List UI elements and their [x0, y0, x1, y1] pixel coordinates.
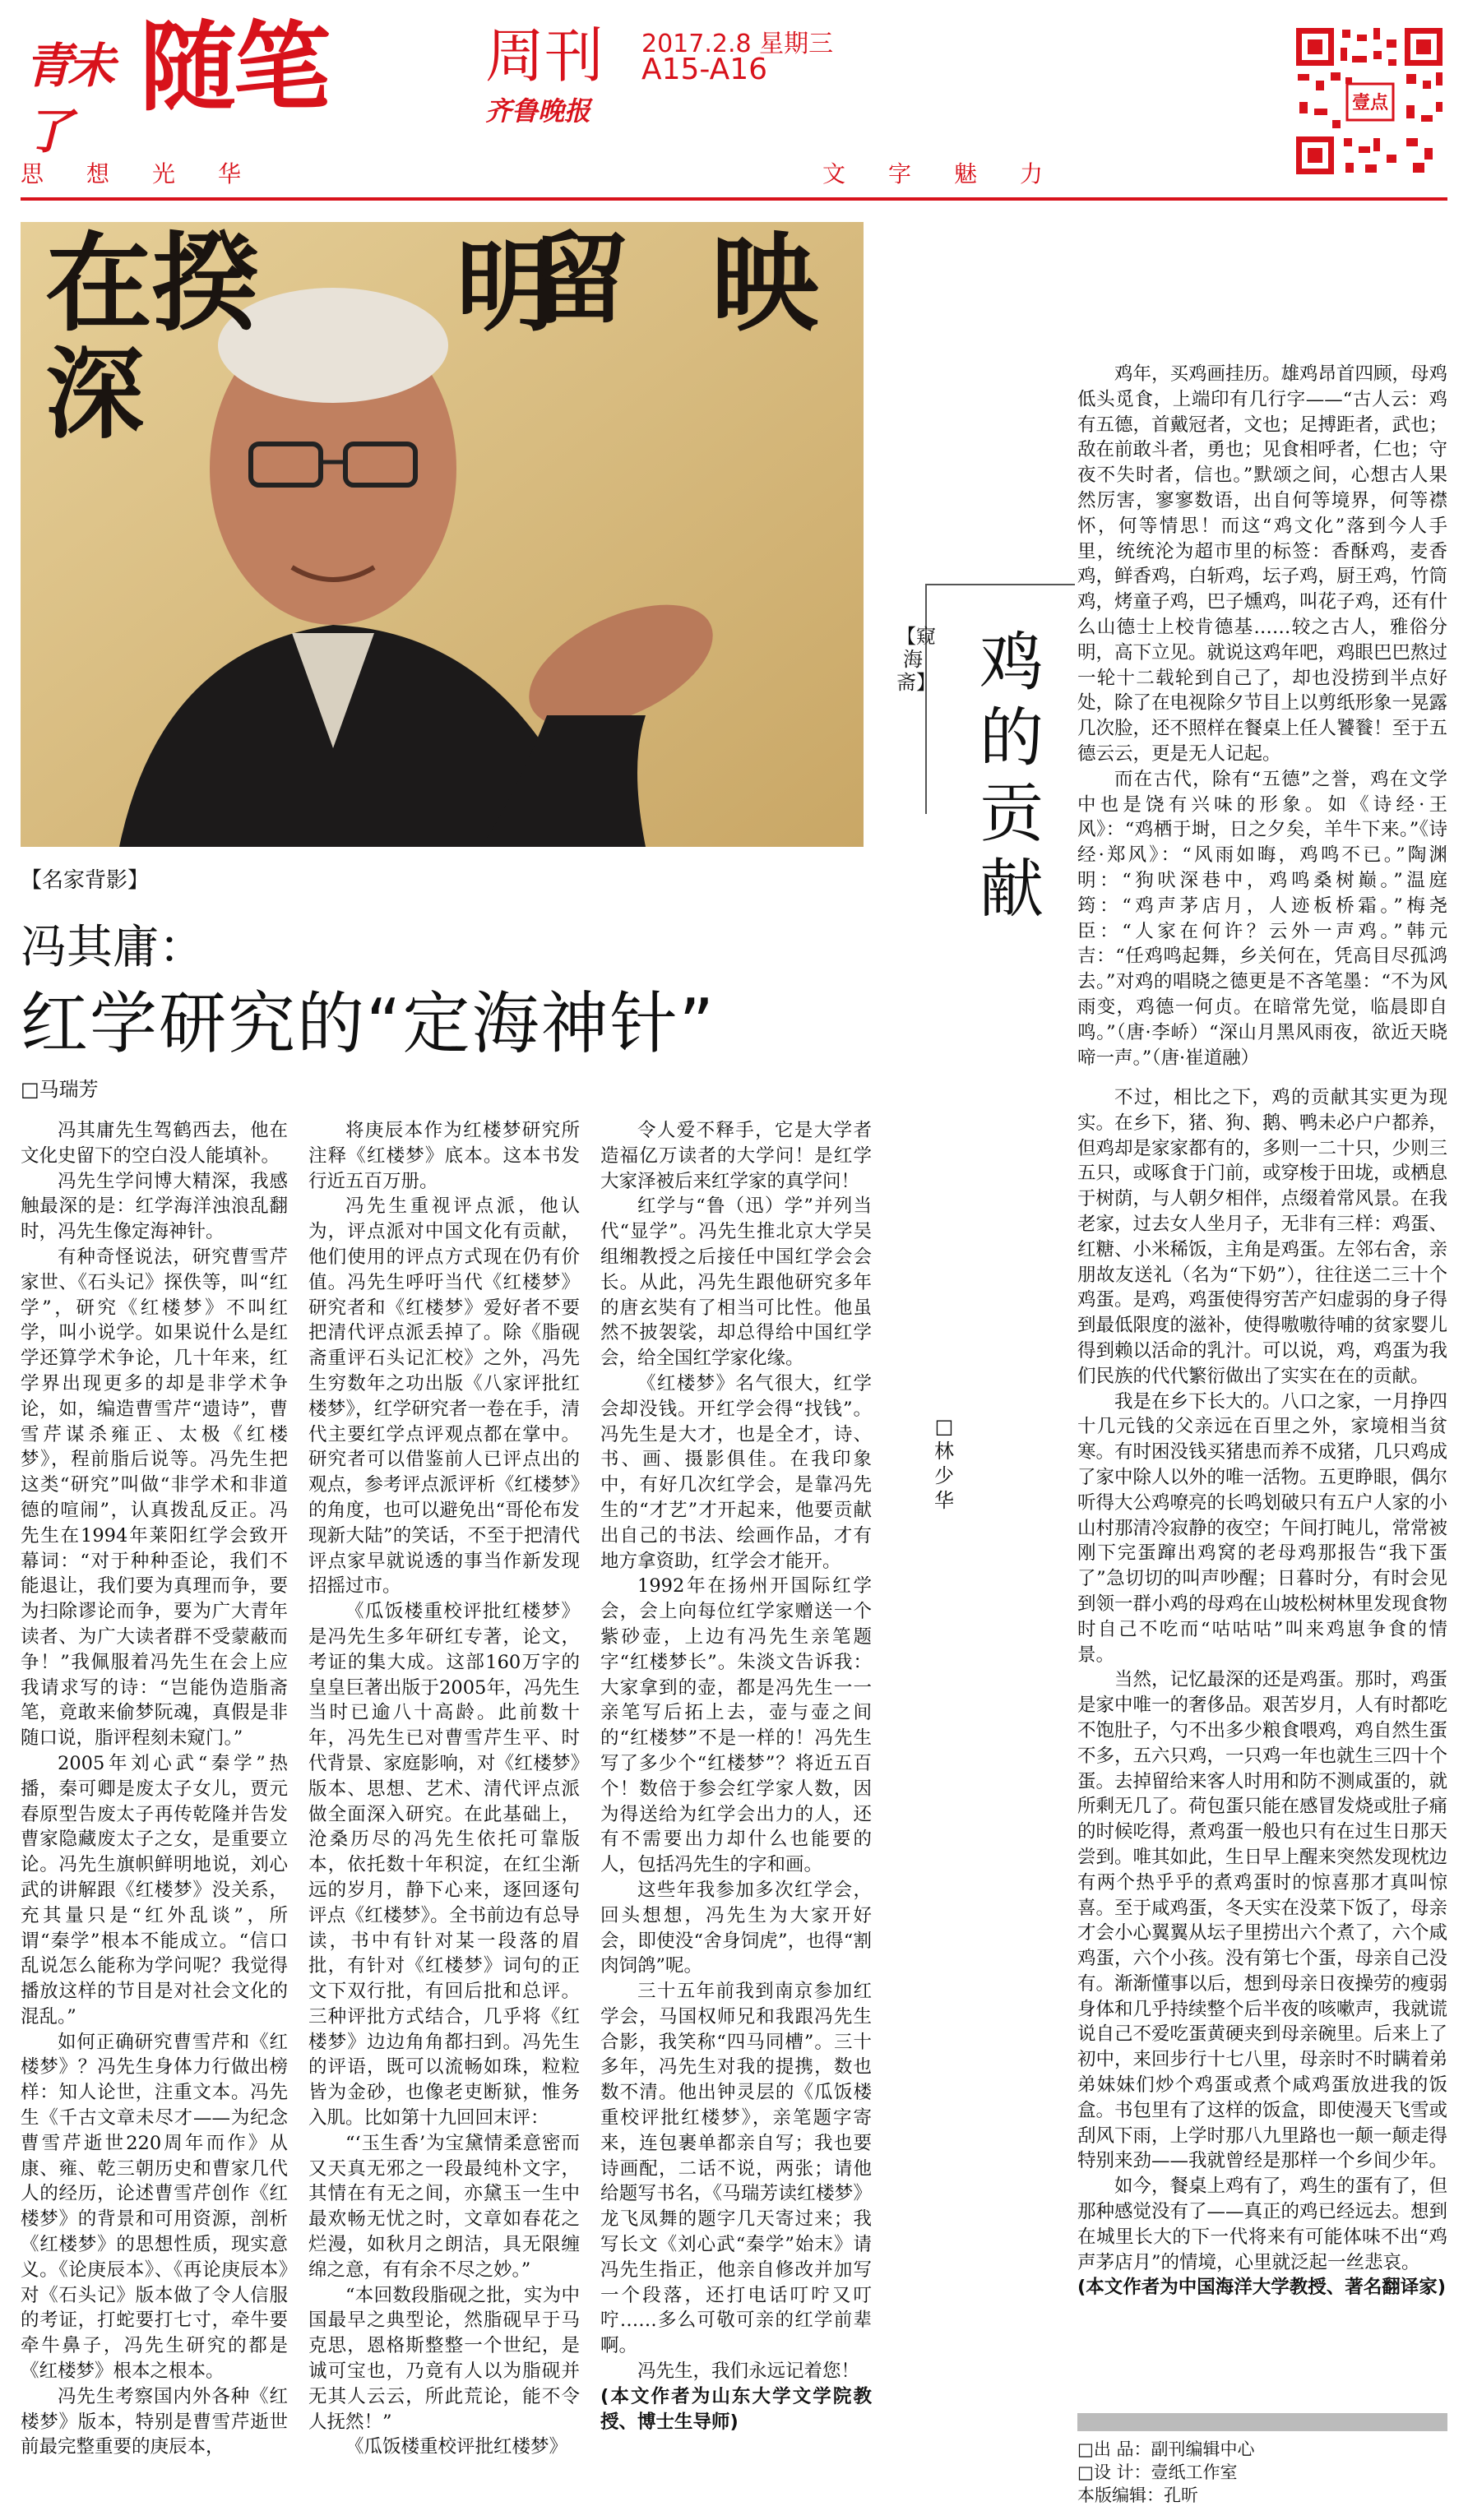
paragraph: 有种奇怪说法，研究曹雪芹家世、《石头记》探佚等，叫“红学”，研究《红楼梦》不叫红学，叫小说学。如果说什么是红学还算学术争论，几十年来，红学界出现更多的却是非学术争论，如，编造曹雪芹“遗诗”，曹雪芹谋杀雍正、太极《红楼梦》，程前脂后说等。冯先生把这类“研究”叫做“非学术和非道德的喧闹”，认真拨乱反正。冯先生在1994年莱阳红学会致开幕词：“对于种种歪论，我们不能退让，我们要为真理而争，要为扫除谬论而争，要为广大青年读者、为广大读者群不受蒙蔽而争！”我佩服着冯先生在会上应我请求写的诗：“岂能伪造脂斋笔，竟敢来偷梦阮魂，真假是非随口说，脂评程刻未窥门。”: [21, 1246, 288, 1750]
paragraph: 如今，餐桌上鸡有了，鸡生的蛋有了，但那种感觉没有了——真正的鸡已经远去。想到在城里长大的下一代将来有可能体味不出“鸡声茅店月”的情境，心里就泛起一丝悲哀。: [1077, 2176, 1448, 2273]
credit-line: □设 计：壹纸工作室: [1077, 2462, 1238, 2482]
credits: [1077, 2438, 1255, 2507]
right-author-byline: □林少华: [934, 1415, 954, 1512]
portrait-photo: [21, 222, 864, 847]
column-tag-right: 【窥海斋】: [896, 625, 936, 694]
paragraph: 三十五年前我到南京参加红学会，马国权师兄和我跟冯先生合影，我笑称“四马同槽”。三十多年，冯先生对我的提携，数也数不清。他出钟灵层的《瓜饭楼重校评批红楼梦》，亲笔题字寄来，连包裹单都亲自写；我也要诗画配，二话不说，两张；请他给题写书名，《马瑞芳读红楼梦》龙飞凤舞的题字几天寄过来；我写长文《刘心武“秦学”始末》请冯先生指正，他亲自修改并加写一个段落，还打电话叮咛又叮咛……多么可敬可亲的红学前辈啊。: [600, 1981, 872, 2357]
calligraphy-char: 明: [456, 229, 555, 345]
paragraph: 不过，相比之下，鸡的贡献其实更为现实。在乡下，猪、狗、鹅、鸭未必户户都养，但鸡却是家家都有的，多则一二十只，少则三五只，或啄食于门前，或穿梭于田垅，或栖息于树荫，与人朝夕相伴，点缀着常风景。在我老家，过去女人坐月子，无非有三样：鸡蛋、红糖、小米稀饭，主角是鸡蛋。左邻右舍，亲朋故友送礼（名为“下奶”），往往送二三十个鸡蛋。是鸡，鸡蛋使得穷苦产妇虚弱的身子得到最低限度的滋补，使得嗷嗷待哺的贫家婴儿得到赖以活命的乳汁。可以说，鸡，鸡蛋为我们民族的代代繁衍做出了实实在在的贡献。: [1077, 1087, 1448, 1387]
author-byline: □马瑞芳: [21, 1078, 99, 1101]
paragraph: 《瓜饭楼重校评批红楼梦》: [345, 2436, 568, 2458]
paragraph: 如何正确研究曹雪芹和《红楼梦》？冯先生身体力行做出榜样：知人论世，注重文本。冯先生《千古文章未尽才——为纪念曹雪芹逝世220周年而作》从康、雍、乾三朝历史和曹家几代人的经历，论述曹雪芹创作《红楼梦》的背景和可用资源，剖析《红楼梦》的思想性质，现实意义。《论庚辰本》、《再论庚辰本》对《石头记》版本做了令人信服的考证，打蛇要打七寸，牵牛要牵牛鼻子，冯先生研究的都是《红楼梦》根本之根本。: [21, 2031, 288, 2383]
logo-suibi: 随笔: [140, 10, 328, 124]
credit-line: 本版编辑：孔昕: [1077, 2485, 1198, 2505]
title-rule-vertical: [925, 584, 927, 814]
logo-qingweiliao: 青未了: [25, 38, 111, 160]
paragraph: 1992年在扬州开国际红学会，会上向每位红学家赠送一个紫砂壶，上边有冯先生亲笔题字“红楼梦长”。朱淡文告诉我：大家拿到的壶，都是冯先生一一亲笔写后拓上去，壶与壶之间的“红楼梦”不是一样的！冯先生写了多少个“红楼梦”？将近五百个！数倍于参会红学家人数，因为得送给为红学会出力的人，还有不需要出力却什么也能要的人，包括冯先生的字和画。: [600, 1575, 872, 1876]
credits-bar: [1077, 2413, 1447, 2431]
right-article-title: 鸡的贡献: [979, 626, 1044, 927]
right-article-column-top: [1077, 362, 1447, 1070]
paragraph: 冯先生，我们永远记着您！: [637, 2360, 860, 2383]
page-range: A15-A16: [641, 53, 768, 86]
calligraphy-layer: [21, 222, 864, 847]
credit-line: □出 品：副刊编辑中心: [1077, 2439, 1255, 2459]
issue-date: 2017.2.8 星期三: [641, 30, 834, 58]
paragraph: 鸡年，买鸡画挂历。雄鸡昂首四顾，母鸡低头觅食，上端印有几行字——“古人云：鸡有五德，首戴冠者，文也；足搏距者，武也；敌在前敢斗者，勇也；见食相呼者，仁也；守夜不失时者，信也。”默颂之间，心想古人果然厉害，寥寥数语，出自何等境界，何等襟怀，何等情思！而这“鸡文化”落到今人手里，统统沦为超市里的标签：香酥鸡，麦香鸡，鲜香鸡，白斩鸡，坛子鸡，厨王鸡，竹筒鸡，烤童子鸡，巴子燻鸡，叫花子鸡，还有什么山德士上校肯德基……较之古人，雅俗分明，高下立见。就说这鸡年吧，鸡眼巴巴熬过一轮十二载轮到自己了，却也没捞到半点好处，除了在电视除夕节目上以剪纸形象一晃露几次脸，还不照样在餐桌上任人饕餮！至于五德云云，更是无人记起。: [1077, 363, 1448, 765]
calligraphy-char: 深: [45, 336, 144, 452]
paragraph: 令人爱不释手，它是大学者造福亿万读者的大学问！是红学大家泽被后来红学家的真学问！: [600, 1120, 872, 1192]
article-column-2: [308, 1118, 580, 2460]
paragraph: 冯其庸先生驾鹤西去，他在文化史留下的空白没人能填补。: [21, 1120, 288, 1167]
article-headline: 红学研究的“定海神针”: [21, 985, 715, 1063]
paragraph: “本回数段脂砚之批，实为中国最早之典型论，然脂砚早于马克思，恩格斯整整一个世纪，是诚可宝也，乃竟有人以为脂砚并无其人云云，所此荒论，能不令人抚然！”: [308, 2284, 580, 2433]
paragraph: 冯先生重视评点派，他认为，评点派对中国文化有贡献，他们使用的评点方式现在仍有价值。冯先生呼吁当代《红楼梦》研究者和《红楼梦》爱好者不要把清代评点派丢掉了。除《脂砚斋重评石头记汇校》之外，冯先生穷数年之功出版《八家评批红楼梦》，红学研究者一卷在手，清代主要红学点评观点都在掌中。研究者可以借鉴前人已评点出的观点，参考评点派评析《红楼梦》的角度，也可以避免出“哥伦布发现新大陆”的笑话，不至于把清代评点家早就说透的事当作新发现招摇过市。: [308, 1195, 580, 1598]
paragraph: 当然，记忆最深的还是鸡蛋。那时，鸡蛋是家中唯一的奢侈品。艰苦岁月，人有时都吃不饱肚子，勺不出多少粮食喂鸡，鸡自然生蛋不多，五六只鸡，一只鸡一年也就生三四十个蛋。去掉留给来客人时用和防不测咸蛋的，就所剩无几了。荷包蛋只能在感冒发烧或肚子痛的时候吃得，煮鸡蛋一般也只有在过生日那天尝到。唯其如此，生日早上醒来突然发现枕边有两个热乎乎的煮鸡蛋时的惊喜那才真叫惊喜。至于咸鸡蛋，冬天实在没菜下饭了，母亲才会小心翼翼从坛子里捞出六个煮了，六个咸鸡蛋，六个小孩。没有第七个蛋，母亲自己没有。渐渐懂事以后，想到母亲日夜操劳的瘦弱身体和几乎持续整个后半夜的咳嗽声，我就谎说自己不爱吃蛋黄硬夹到母亲碗里。后来上了初中，来回步行十七八里，母亲时不时瞒着弟弟妹妹们炒个鸡蛋或煮个咸鸡蛋放进我的饭盒。书包里有了这样的饭盒，即使漫天飞雪或刮风下雨，上学时那八九里路也一颠一颠走得特别来劲——我就曾经是那样一个乡间少年。: [1077, 1669, 1448, 2172]
paragraph: 将庚辰本作为红楼梦研究所注释《红楼梦》底本。这本书发行近五百万册。: [308, 1120, 580, 1192]
calligraphy-char: 在: [45, 222, 153, 346]
paragraph: 我是在乡下长大的。八口之家，一月挣四十几元钱的父亲远在百里之外，家境相当贫寒。有时困没钱买猪患而养不成猪，几只鸡成了家中除人以外的唯一活物。五更睁眼，偶尔听得大公鸡嘹亮的长鸣划破只有五户人家的小山村那清冷寂静的夜空；午间打盹儿，常常被刚下完蛋蹿出鸡窝的老母鸡那报告“我下蛋了”急切切的叫声吵醒；日暮时分，有时会见到领一群小鸡的母鸡在山坡松树林里发现食物时自己不吃而“咕咕咕”叫来鸡崽争食的情景。: [1077, 1390, 1448, 1666]
paragraph: 《红楼梦》名气很大，红学会却没钱。开红学会得“找钱”。冯先生是大才，也是全才，诗、书、画、摄影俱佳。在我印象中，有好几次红学会，是靠冯先生的“才艺”才开起来，他要贡献出自己的书法、绘画作品，才有地方拿资助，红学会才能开。: [600, 1372, 872, 1572]
article-kicker: 冯其庸：: [21, 921, 205, 974]
article-column-1: [21, 1118, 288, 2460]
paragraph: 《瓜饭楼重校评批红楼梦》是冯先生多年研红专著，论文，考证的集大成。这部160万字的皇皇巨著出版于2005年，冯先生当时已逾八十高龄。此前数十年，冯先生已对曹雪芹生平、时代背景、家庭影响，对《红楼梦》版本、思想、艺术、清代评点派做全面深入研究。在此基础上，沧桑历尽的冯先生依托可靠版本，依托数十年积淀，在红尘渐远的岁月，静下心来，逐回逐句评点《红楼梦》。全书前边有总导读，书中有针对某一段落的眉批，有针对《红楼梦》词句的正文下双行批，有回后批和总评。三种评批方式结合，几乎将《红楼梦》边边角角都扫到。冯先生的评语，既可以流畅如珠，粒粒皆为金砂，也像老吏断狱，惟务入肌。比如第十九回回末评：: [308, 1601, 580, 2129]
column-tag: 【名家背影】: [21, 868, 150, 893]
paragraph: 2005年刘心武“秦学”热播，秦可卿是废太子女儿，贾元春原型告废太子再传乾隆并告发曹家隐藏废太子之女，是重要立论。冯先生旗帜鲜明地说，刘心武的讲解跟《红楼梦》没关系，充其量只是“红外乱谈”，所谓“秦学”根本不能成立。“信口乱说怎么能称为学问呢？我觉得播放这样的节目是对社会文化的混乱。”: [21, 1752, 288, 2028]
qr-badge: 壹点: [1351, 93, 1388, 113]
author-note: (本文作者为中国海洋大学教授、著名翻译家): [1077, 2277, 1447, 2299]
paragraph: 冯先生考察国内外各种《红楼梦》版本，特别是曹雪芹逝世前最完整重要的庚辰本，: [21, 2385, 288, 2458]
paragraph: 而在古代，除有“五德”之誉，鸡在文学中也是饶有兴味的形象。如《诗经·王风》：“鸡栖于埘，日之夕矣，羊牛下来。”《诗经·郑风》：“风雨如晦，鸡鸣不已。”陶渊明：“狗吠深巷中，鸡鸣桑树巅。”温庭筠：“鸡声茅店月，人迹板桥霜。”梅尧臣：“人家在何许？云外一声鸡。”韩元吉：“任鸡鸣起舞，乡关何在，凭高目尽孤鸿去。”对鸡的唱晓之德更是不吝笔墨：“不为风雨变，鸡德一何贞。在暗常先觉，临晨即自鸣。”（唐·李峤）“深山月黑风雨夜，欲近天晓啼一声。”（唐·崔道融）: [1077, 768, 1447, 1069]
weekly-label: 周刊: [485, 21, 604, 90]
calligraphy-char: 映: [711, 222, 819, 346]
paragraph: “‘玉生香’为宝黛情柔意密而又天真无邪之一段最纯朴文字，其情在有无之间，亦黛玉一生中最欢畅无忧之时，文章如春花之烂漫，如秋月之朗洁，具无限缠绵之意，有有余不尽之妙。”: [308, 2132, 580, 2281]
paragraph: 这些年我参加多次红学会，回头想想，冯先生为大家开好会，即使没“舍身饲虎”，也得“割肉饲鸽”呢。: [600, 1879, 872, 1977]
paragraph: 冯先生学问博大精深，我感触最深的是：红学海洋浊浪乱翻时，冯先生像定海神针。: [21, 1170, 288, 1243]
calligraphy-char: 留: [530, 222, 629, 337]
slogan-right: 文字魅力: [822, 160, 1086, 187]
slogan-left: 思想光华: [21, 160, 285, 187]
author-note: (本文作者为山东大学文学院教授、博士生导师): [600, 2385, 872, 2433]
qr-code[interactable]: [1291, 23, 1447, 179]
newspaper-name: 齐鲁晚报: [485, 95, 591, 127]
article-column-3: [600, 1118, 872, 2434]
title-rule-horizontal: [927, 584, 1075, 585]
right-article-column-bottom: [1077, 1085, 1447, 2300]
masthead-rule: [21, 197, 1447, 201]
paragraph: 红学与“鲁（迅）学”并列当代“显学”。冯先生推北京大学吴组缃教授之后接任中国红学会会长。从此，冯先生跟他研究多年的唐玄奘有了相当可比性。他虽然不披袈裟，却总得给中国红学会，给全国红学家化缘。: [600, 1195, 872, 1370]
calligraphy-char: 揆: [152, 222, 260, 346]
